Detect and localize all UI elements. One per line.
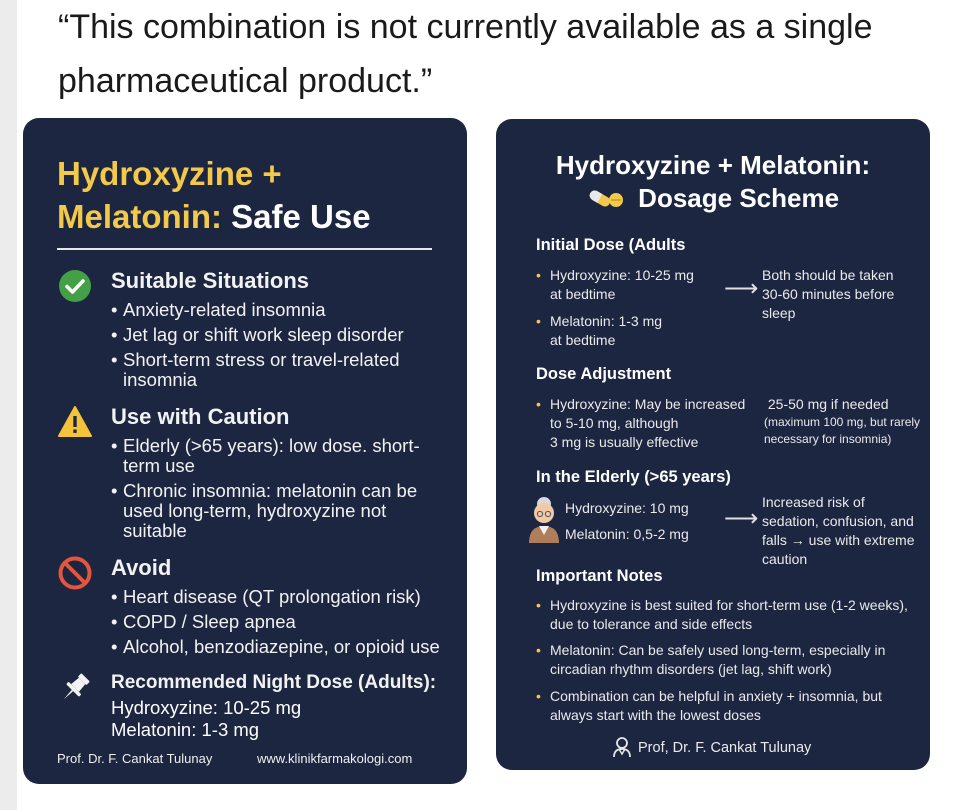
doctor-icon <box>612 736 632 758</box>
adjust-note: ⁥ 25-50 mg if needed (maximum 100 mg, but rarely necessary for insomnia) <box>764 396 921 446</box>
suitable-list <box>111 300 453 395</box>
caution-list <box>111 436 453 546</box>
initial-note: Both should be taken 30-60 minutes before sleep <box>762 267 895 321</box>
list-item: • Combination can be helpful in anxiety + insomnia, but always start with the lowest doses <box>536 687 920 725</box>
safe-use-card <box>23 118 467 784</box>
pills-icon <box>587 186 625 210</box>
list-item: • Hydroxyzine is best suited for short-term use (1-2 weeks), due to tolerance and side effects <box>536 596 920 634</box>
pin-icon <box>57 670 93 706</box>
avoid-list <box>111 587 453 662</box>
list-item: • Melatonin: Can be safely used long-term, especially in circadian rhythm disorders (jet lag, shift work) <box>536 641 920 679</box>
night-dose-hydroxyzine: Hydroxyzine: 10-25 mg <box>111 697 302 718</box>
right-card-title: Hydroxyzine + Melatonin: Dosage Scheme <box>555 150 871 213</box>
arrow-right-icon: ⟶ <box>724 275 759 302</box>
elderly-melatonin: Melatonin: 0,5-2 mg <box>565 526 689 542</box>
section-heading: Avoid <box>111 555 172 580</box>
check-circle-icon <box>57 268 93 304</box>
arrow-right-icon: ⟶ <box>724 505 759 532</box>
list-item: • Short-term stress or travel-related insomnia <box>111 350 453 390</box>
left-card-title: Hydroxyzine + Melatonin: Safe Use <box>57 155 371 235</box>
night-dose-melatonin: Melatonin: 1-3 mg <box>111 719 260 740</box>
initial-melatonin: • Melatonin: 1-3 mg at bedtime <box>536 312 740 350</box>
list-item: • Anxiety-related insomnia <box>111 300 453 320</box>
elderly-note: Increased risk of sedation, confusion, and falls → use with extreme caution <box>762 494 915 567</box>
scrollbar-track <box>0 0 17 810</box>
list-item: • Elderly (>65 years): low dose. short-term use <box>111 436 453 476</box>
important-notes-heading: Important Notes <box>536 567 663 585</box>
divider <box>57 248 432 250</box>
elderly-hydroxyzine: Hydroxyzine: 10 mg <box>565 500 689 516</box>
prohibited-icon <box>57 555 93 591</box>
list-item: • Alcohol, benzodiazepine, or opioid use <box>111 637 453 657</box>
section-heading: Suitable Situations <box>111 268 310 293</box>
section-heading: Recommended Night Dose (Adults): <box>111 672 437 693</box>
elderly-person-icon <box>526 495 562 545</box>
initial-dose-heading: Initial Dose (Adults <box>536 236 686 254</box>
list-item: • Chronic insomnia: melatonin can be used long-term, hydroxyzine not suitable <box>111 481 453 541</box>
footer-author: Prof, Dr. F. Cankat Tulunay <box>638 740 812 756</box>
quote-text: “This combination is not currently available as a single pharmaceutical product.” <box>58 8 873 100</box>
footer-url: www.klinikfarmakologi.com <box>257 751 413 766</box>
adjust-hydroxyzine: • Hydroxyzine: May be increased to 5-10 mg, although 3 mg is usually effective <box>536 395 765 452</box>
elderly-heading: In the Elderly (>65 years) <box>536 468 731 486</box>
list-item: • COPD / Sleep apnea <box>111 612 453 632</box>
warning-triangle-icon <box>57 404 93 440</box>
list-item: • Heart disease (QT prolongation risk) <box>111 587 453 607</box>
initial-hydroxyzine: • Hydroxyzine: 10-25 mg at bedtime <box>536 266 740 304</box>
footer-author: Prof. Dr. F. Cankat Tulunay <box>57 751 213 766</box>
section-heading: Use with Caution <box>111 404 290 429</box>
dosage-scheme-card <box>496 119 930 770</box>
dose-adjustment-heading: Dose Adjustment <box>536 365 672 383</box>
list-item: • Jet lag or shift work sleep disorder <box>111 325 453 345</box>
